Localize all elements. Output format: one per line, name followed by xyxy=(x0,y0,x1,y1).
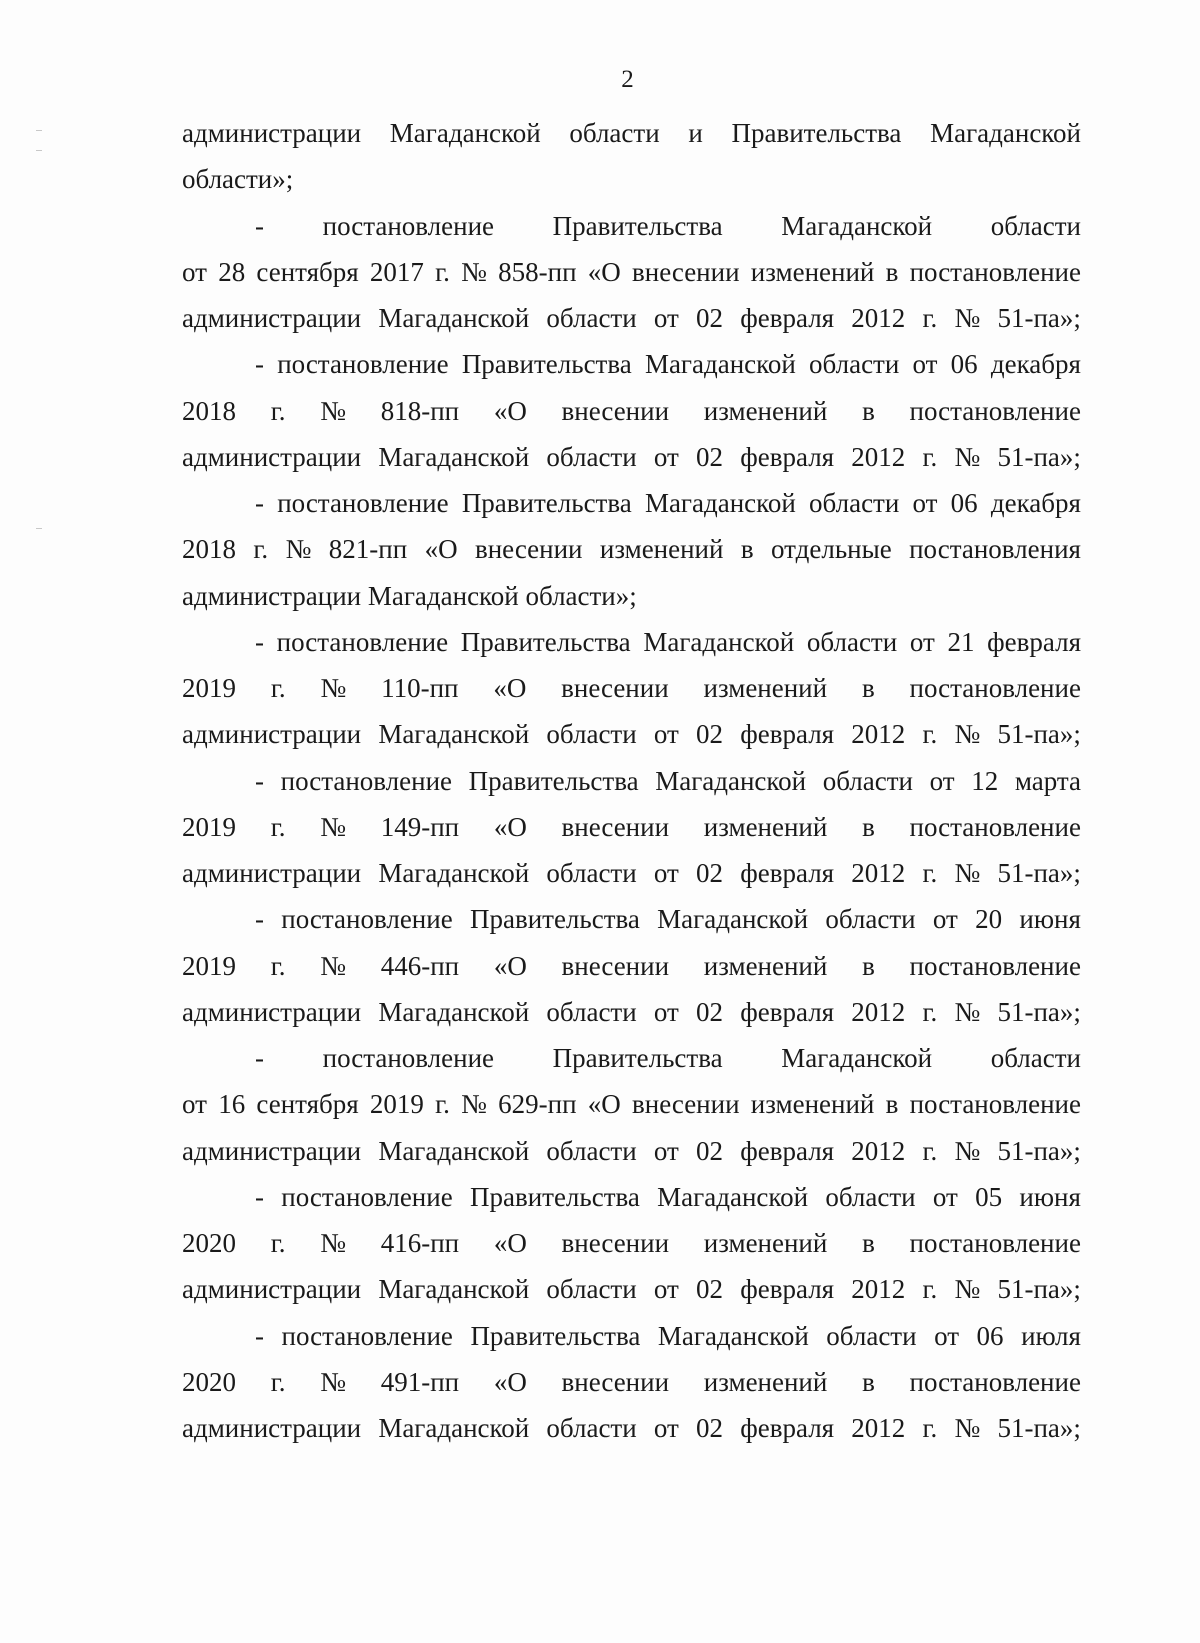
text-word: № xyxy=(954,719,981,750)
text-line xyxy=(182,896,1081,942)
text-word: области xyxy=(825,904,916,935)
text-word: в xyxy=(862,811,875,842)
text-word: 2018 xyxy=(182,534,236,565)
text-word: - xyxy=(255,1320,264,1351)
text-word: постановления xyxy=(909,534,1081,565)
text-word: Магаданской xyxy=(378,719,530,750)
text-word: Магаданской xyxy=(781,210,933,241)
text-word: от xyxy=(653,719,679,750)
text-word: 149-пп xyxy=(380,811,460,842)
text-word: - xyxy=(255,1181,264,1212)
text-word: г. xyxy=(922,1274,938,1305)
text-word: Магаданской xyxy=(655,765,807,796)
text-word: администрации xyxy=(182,1135,362,1166)
text-word: № xyxy=(320,395,346,426)
text-line xyxy=(182,1128,1081,1174)
text-word: июля xyxy=(1021,1320,1081,1351)
text-word: 629-пп xyxy=(498,1089,577,1120)
text-word: Магаданской xyxy=(644,488,796,518)
text-word: изменений xyxy=(703,811,828,842)
text-word: № xyxy=(320,1366,346,1397)
text-word: Магаданской xyxy=(378,1135,530,1166)
text-word: «О xyxy=(493,811,527,842)
text-word: постановление xyxy=(281,1181,453,1212)
text-word: Магаданской xyxy=(378,996,530,1027)
text-word: области xyxy=(546,1413,637,1443)
text-word: от xyxy=(934,1320,960,1351)
text-word: в xyxy=(862,950,875,981)
text-word: «О xyxy=(493,1366,527,1397)
text-word: внесении xyxy=(561,395,670,426)
text-word: изменений xyxy=(703,395,828,426)
text-word: в xyxy=(862,395,875,426)
text-word: Магаданской xyxy=(378,1413,530,1443)
text-word: от xyxy=(909,626,935,657)
text-word: от xyxy=(932,904,958,935)
text-word: изменений xyxy=(750,256,875,287)
text-word: в xyxy=(885,1089,899,1120)
text-word: 06 xyxy=(976,1320,1004,1351)
text-word: г. xyxy=(435,1089,450,1120)
text-word: 51-па»; xyxy=(997,303,1081,333)
text-word: области xyxy=(806,626,898,657)
text-word: 2017 xyxy=(369,256,424,287)
text-word: № xyxy=(954,441,981,472)
text-word: № xyxy=(320,811,346,842)
text-word: Правительства xyxy=(470,1320,641,1351)
text-word: постановление xyxy=(276,626,449,657)
text-word: постановление xyxy=(909,395,1081,426)
text-word: февраля xyxy=(740,858,835,888)
text-word: внесении xyxy=(561,673,669,703)
text-word: г. xyxy=(270,1366,286,1397)
text-word: г. xyxy=(922,996,938,1027)
text-word: от xyxy=(932,1181,958,1212)
text-line xyxy=(182,1174,1081,1220)
text-word: области xyxy=(825,1181,916,1212)
text-word: декабря xyxy=(990,488,1081,518)
text-word: февраля xyxy=(740,1413,835,1443)
text-word: «О xyxy=(493,950,527,981)
text-word: постановление xyxy=(909,256,1081,287)
text-word: от xyxy=(653,1274,679,1305)
text-word: Магаданской xyxy=(378,303,530,333)
text-word: постановление xyxy=(909,673,1081,703)
text-word: области xyxy=(546,303,637,333)
text-word: области xyxy=(990,210,1081,241)
text-word: 28 xyxy=(218,256,246,287)
text-word: изменений xyxy=(703,1366,828,1397)
text-word: г. xyxy=(270,395,286,426)
text-word: области xyxy=(569,118,660,148)
text-word: внесении xyxy=(632,1089,740,1120)
text-word: от xyxy=(929,765,955,796)
text-line xyxy=(182,1313,1081,1359)
text-word: г. xyxy=(922,719,938,750)
text-word: отдельные xyxy=(771,534,892,565)
text-word: постановление xyxy=(909,811,1081,842)
text-word: декабря xyxy=(990,349,1081,380)
text-word: Магаданской xyxy=(378,858,530,888)
text-word: Магаданской xyxy=(930,118,1081,148)
text-word: 446-пп xyxy=(380,950,460,981)
text-word: в xyxy=(862,1366,875,1397)
text-word: февраля xyxy=(740,719,835,750)
text-word: постановление xyxy=(280,765,453,796)
text-word: администрации xyxy=(182,996,362,1027)
text-word: администрации xyxy=(182,719,362,750)
text-line xyxy=(182,1081,1081,1127)
text-word: от xyxy=(912,349,938,380)
text-word: - xyxy=(255,1043,264,1073)
text-word: области xyxy=(546,1135,637,1166)
text-word: изменений xyxy=(703,950,828,981)
text-word: февраля xyxy=(740,441,835,472)
text-word: от xyxy=(653,1413,679,1443)
text-word: в xyxy=(885,256,899,287)
text-word: 02 xyxy=(696,1413,724,1443)
text-word: от xyxy=(653,441,679,472)
text-word: 51-па»; xyxy=(997,858,1081,888)
text-word: внесении xyxy=(561,1366,670,1397)
text-line xyxy=(182,989,1081,1035)
text-word: № xyxy=(954,1135,981,1166)
text-word: администрации xyxy=(182,303,362,333)
text-word: от xyxy=(182,256,207,287)
text-word: 51-па»; xyxy=(997,441,1081,472)
text-word: г. xyxy=(253,534,269,565)
text-word: - xyxy=(255,349,264,380)
text-word: 20 xyxy=(975,904,1003,935)
text-word: 110-пп xyxy=(381,673,459,703)
text-word: июня xyxy=(1019,904,1081,935)
text-word: внесении xyxy=(632,256,740,287)
text-line xyxy=(182,619,1081,665)
scan-margin-mark xyxy=(36,130,42,131)
text-word: № xyxy=(320,673,347,703)
text-word: области xyxy=(822,765,913,796)
text-word: 02 xyxy=(696,719,724,750)
text-word: 2019 xyxy=(182,673,236,703)
text-word: г. xyxy=(922,303,938,333)
text-word: области xyxy=(546,441,637,472)
text-word: - xyxy=(255,210,264,241)
text-word: 2012 xyxy=(851,303,906,333)
text-word: постановление xyxy=(277,488,449,518)
text-word: внесении xyxy=(561,1228,670,1258)
text-line xyxy=(182,110,1081,156)
text-word: администрации xyxy=(182,1274,362,1305)
text-word: Магаданской xyxy=(378,441,530,472)
text-word: внесении xyxy=(561,811,670,842)
text-word: 02 xyxy=(696,441,724,472)
text-word: изменений xyxy=(750,1089,875,1120)
text-word: 21 xyxy=(947,626,975,657)
text-line xyxy=(182,1035,1081,1081)
text-word: - xyxy=(255,626,264,657)
text-word: 2019 xyxy=(182,950,236,981)
text-word: области xyxy=(826,1320,917,1351)
text-word: 02 xyxy=(696,858,724,888)
text-word: постановление xyxy=(909,1089,1081,1120)
text-line xyxy=(182,804,1081,850)
text-word: 16 xyxy=(218,1089,246,1120)
text-word: Правительства xyxy=(731,118,902,148)
text-word: 05 xyxy=(975,1181,1003,1212)
text-word: 821-пп xyxy=(328,534,408,565)
text-word: администрации xyxy=(182,118,362,148)
text-word: области xyxy=(546,996,637,1027)
text-word: Магаданской xyxy=(657,904,809,935)
text-word: марта xyxy=(1014,765,1081,796)
text-line xyxy=(182,1359,1081,1405)
text-word: в xyxy=(862,1228,875,1258)
text-word: г. xyxy=(922,441,938,472)
document-body xyxy=(182,110,1081,1451)
text-word: 2020 xyxy=(182,1228,236,1258)
text-word: февраля xyxy=(740,1135,835,1166)
text-word: сентября xyxy=(256,256,359,287)
text-word: - xyxy=(255,904,264,935)
text-word: «О xyxy=(493,1228,527,1258)
text-line xyxy=(182,480,1081,526)
text-word: области xyxy=(809,488,900,518)
text-word: области xyxy=(546,1274,637,1305)
text-line xyxy=(182,388,1081,434)
text-word: Магаданской xyxy=(378,1274,530,1305)
text-word: июня xyxy=(1019,1181,1081,1212)
text-word: 491-пп xyxy=(380,1366,460,1397)
text-line xyxy=(182,295,1081,341)
text-line: области»; xyxy=(182,164,294,195)
text-word: 51-па»; xyxy=(997,1274,1081,1305)
text-word: 2019 xyxy=(369,1089,424,1120)
text-word: от xyxy=(653,858,679,888)
page-number: 2 xyxy=(621,66,634,93)
text-word: 02 xyxy=(696,1135,724,1166)
text-word: г. xyxy=(270,950,286,981)
text-word: 12 xyxy=(971,765,999,796)
text-word: Правительства xyxy=(461,349,632,380)
text-word: № xyxy=(954,858,981,888)
text-line xyxy=(182,203,1081,249)
text-line xyxy=(182,758,1081,804)
text-word: 2020 xyxy=(182,1366,236,1397)
text-word: 416-пп xyxy=(380,1228,460,1258)
text-word: Магаданской xyxy=(657,1320,809,1351)
scan-margin-mark xyxy=(36,150,42,151)
text-word: в xyxy=(740,534,754,565)
text-word: администрации xyxy=(182,441,362,472)
text-word: «О xyxy=(587,256,621,287)
text-word: администрации xyxy=(182,1413,362,1443)
text-word: от xyxy=(653,303,679,333)
text-word: изменений xyxy=(703,673,828,703)
text-word: области xyxy=(809,349,900,380)
text-word: 2012 xyxy=(851,1274,906,1305)
text-line xyxy=(182,341,1081,387)
text-word: постановление xyxy=(909,1366,1081,1397)
text-word: № xyxy=(954,1274,981,1305)
text-word: № xyxy=(461,256,487,287)
text-word: 2018 xyxy=(182,395,236,426)
text-word: Правительства xyxy=(468,765,639,796)
text-word: Правительства xyxy=(469,904,640,935)
text-word: № xyxy=(320,950,346,981)
text-word: от xyxy=(653,1135,679,1166)
text-word: 06 xyxy=(950,488,978,518)
text-line: администрации Магаданской области»; xyxy=(182,580,637,611)
text-word: 2012 xyxy=(851,1135,906,1166)
text-word: г. xyxy=(922,1135,938,1166)
text-word: 858-пп xyxy=(498,256,577,287)
text-line xyxy=(182,850,1081,896)
text-word: - xyxy=(255,765,264,796)
text-line xyxy=(182,1220,1081,1266)
text-word: «О xyxy=(424,534,458,565)
text-word: внесении xyxy=(474,534,583,565)
text-line xyxy=(182,1266,1081,1312)
text-word: «О xyxy=(493,395,527,426)
text-word: г. xyxy=(270,673,286,703)
text-line xyxy=(182,711,1081,757)
text-word: № xyxy=(954,1413,981,1443)
scan-margin-mark xyxy=(36,528,42,529)
text-line xyxy=(182,943,1081,989)
text-word: области xyxy=(546,719,637,750)
text-word: Магаданской xyxy=(389,118,541,148)
text-word: 02 xyxy=(696,303,724,333)
text-word: февраля xyxy=(740,303,835,333)
text-word: постановление xyxy=(909,950,1081,981)
text-word: постановление xyxy=(277,349,449,380)
text-word: г. xyxy=(270,811,286,842)
text-word: 51-па»; xyxy=(997,1413,1081,1443)
text-word: изменений xyxy=(599,534,724,565)
text-word: 818-пп xyxy=(380,395,460,426)
text-word: от xyxy=(182,1089,207,1120)
text-word: № xyxy=(285,534,312,565)
text-word: г. xyxy=(922,1413,938,1443)
text-word: в xyxy=(861,673,875,703)
text-word: постановление xyxy=(909,1228,1081,1258)
text-word: Магаданской xyxy=(781,1043,933,1073)
text-word: области xyxy=(546,858,637,888)
text-word: 02 xyxy=(696,996,724,1027)
text-word: 51-па»; xyxy=(997,996,1081,1027)
text-line xyxy=(182,434,1081,480)
text-word: Правительства xyxy=(461,488,632,518)
text-word: 2012 xyxy=(851,858,906,888)
text-word: 02 xyxy=(696,1274,724,1305)
text-word: 06 xyxy=(950,349,978,380)
text-word: постановление xyxy=(322,210,495,241)
text-word: от xyxy=(653,996,679,1027)
text-word: № xyxy=(320,1228,346,1258)
text-word: изменений xyxy=(703,1228,828,1258)
text-word: внесении xyxy=(561,950,670,981)
text-word: № xyxy=(954,303,981,333)
text-word: Магаданской xyxy=(657,1181,809,1212)
text-word: февраля xyxy=(740,1274,835,1305)
text-word: г. xyxy=(270,1228,286,1258)
text-word: «О xyxy=(493,673,527,703)
text-word: и xyxy=(688,118,703,148)
text-word: области xyxy=(990,1043,1081,1073)
text-word: - xyxy=(255,488,264,518)
text-word: «О xyxy=(587,1089,621,1120)
text-word: Магаданской xyxy=(644,349,796,380)
text-word: постановление xyxy=(281,1320,453,1351)
text-word: 2012 xyxy=(851,996,906,1027)
text-word: 2012 xyxy=(851,1413,906,1443)
text-word: Магаданской xyxy=(643,626,795,657)
text-word: 2012 xyxy=(851,719,906,750)
text-word: администрации xyxy=(182,858,362,888)
text-word: февраля xyxy=(987,626,1081,657)
text-line xyxy=(182,1405,1081,1451)
text-word: № xyxy=(461,1089,487,1120)
text-line xyxy=(182,665,1081,711)
text-word: Правительства xyxy=(552,1043,723,1073)
text-word: сентября xyxy=(256,1089,359,1120)
text-word: г. xyxy=(922,858,938,888)
text-word: 2019 xyxy=(182,811,236,842)
text-word: 51-па»; xyxy=(997,1135,1081,1166)
text-word: февраля xyxy=(740,996,835,1027)
text-line xyxy=(182,249,1081,295)
text-line xyxy=(182,526,1081,572)
text-word: постановление xyxy=(281,904,453,935)
text-word: от xyxy=(912,488,938,518)
text-word: 2012 xyxy=(851,441,906,472)
text-word: 51-па»; xyxy=(997,719,1081,750)
text-word: постановление xyxy=(322,1043,495,1073)
text-word: № xyxy=(954,996,981,1027)
text-word: Правительства xyxy=(469,1181,640,1212)
text-word: Правительства xyxy=(552,210,723,241)
text-word: Правительства xyxy=(460,626,631,657)
text-word: г. xyxy=(435,256,450,287)
